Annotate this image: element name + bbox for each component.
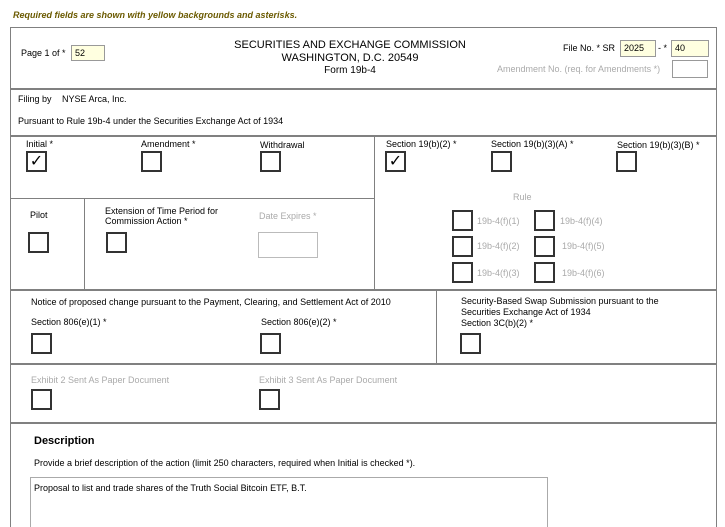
initial-checkbox[interactable]: ✓ (26, 151, 47, 172)
pilot-checkbox[interactable] (28, 232, 49, 253)
date-expires-label: Date Expires * (259, 211, 317, 221)
agency-line2: WASHINGTON, D.C. 20549 (281, 52, 419, 64)
file-no-separator: - * (658, 43, 667, 53)
rule-f5-checkbox[interactable] (534, 236, 555, 257)
rule-f4-label: 19b-4(f)(4) (560, 216, 603, 226)
exhibits-section (10, 364, 717, 423)
amendment-checkbox[interactable] (141, 151, 162, 172)
section-19b3b-label: Section 19(b)(3)(B) * (617, 140, 700, 150)
rule-f4-checkbox[interactable] (534, 210, 555, 231)
extension-label-line2: Commission Action * (105, 216, 188, 226)
exhibit2-label: Exhibit 2 Sent As Paper Document (31, 375, 170, 385)
rule-f2-label: 19b-4(f)(2) (477, 241, 520, 251)
exhibit3-checkbox[interactable] (259, 389, 280, 410)
extension-checkbox[interactable] (106, 232, 127, 253)
initial-label: Initial * (26, 139, 54, 149)
section-19b2-label: Section 19(b)(2) * (386, 139, 457, 149)
swap-line3: Section 3C(b)(2) * (461, 318, 534, 328)
section-806e1-checkbox[interactable] (31, 333, 52, 354)
extension-label-line1: Extension of Time Period for (105, 206, 219, 216)
filing-by-value: NYSE Arca, Inc. (62, 94, 127, 104)
rule-f2-checkbox[interactable] (452, 236, 473, 257)
rule-f3-checkbox[interactable] (452, 262, 473, 283)
pcs-divider (436, 290, 437, 364)
pcs-notice-text: Notice of proposed change pursuant to the Payment, Clearing, and Settlement Act of 2010 (31, 297, 391, 307)
section-19b3b-checkbox[interactable] (616, 151, 637, 172)
file-no-label: File No. * SR (563, 43, 616, 53)
swap-line1: Security-Based Swap Submission pursuant to the (461, 296, 659, 306)
file-no-number-input[interactable]: 40 (671, 40, 709, 57)
swap-line2: Securities Exchange Act of 1934 (461, 307, 591, 317)
form-name: Form 19b-4 (324, 65, 376, 76)
amendment-no-label: Amendment No. (req. for Amendments *) (497, 64, 661, 74)
section-19b3a-label: Section 19(b)(3)(A) * (491, 139, 574, 149)
pilot-label: Pilot (30, 210, 48, 220)
rule-f1-checkbox[interactable] (452, 210, 473, 231)
rule-label: Rule (513, 192, 532, 202)
description-textarea[interactable]: Proposal to list and trade shares of the Truth Social Bitcoin ETF, B.T. (30, 477, 548, 527)
rule-f6-label: 19b-4(f)(6) (562, 268, 605, 278)
exhibit3-label: Exhibit 3 Sent As Paper Document (259, 375, 398, 385)
page-total-input[interactable]: 52 (71, 45, 105, 61)
page-label: Page 1 of * (21, 48, 66, 58)
rule-f6-checkbox[interactable] (534, 262, 555, 283)
filing-by-label: Filing by (18, 94, 52, 104)
rule-f5-label: 19b-4(f)(5) (562, 241, 605, 251)
section-19b3a-checkbox[interactable] (491, 151, 512, 172)
description-title: Description (34, 435, 95, 447)
agency-line1: SECURITIES AND EXCHANGE COMMISSION (234, 39, 466, 51)
rule-f3-label: 19b-4(f)(3) (477, 268, 520, 278)
section-806e2-label: Section 806(e)(2) * (261, 317, 337, 327)
section-806e1-label: Section 806(e)(1) * (31, 317, 107, 327)
withdrawal-label: Withdrawal (260, 140, 305, 150)
section-3cb2-checkbox[interactable] (460, 333, 481, 354)
withdrawal-checkbox[interactable] (260, 151, 281, 172)
pursuant-text: Pursuant to Rule 19b-4 under the Securities Exchange Act of 1934 (18, 116, 284, 126)
file-no-year-input[interactable]: 2025 (620, 40, 656, 57)
exhibit2-checkbox[interactable] (31, 389, 52, 410)
section-19b2-checkbox[interactable]: ✓ (385, 151, 406, 172)
date-expires-input[interactable] (258, 232, 318, 258)
description-instructions: Provide a brief description of the action (limit 250 characters, required when Initial is checked *). (34, 458, 416, 468)
required-fields-note: Required fields are shown with yellow backgrounds and asterisks. (13, 10, 298, 20)
rule-f1-label: 19b-4(f)(1) (477, 216, 520, 226)
section-806e2-checkbox[interactable] (260, 333, 281, 354)
amendment-label: Amendment * (141, 139, 196, 149)
amendment-no-input[interactable] (672, 60, 708, 78)
